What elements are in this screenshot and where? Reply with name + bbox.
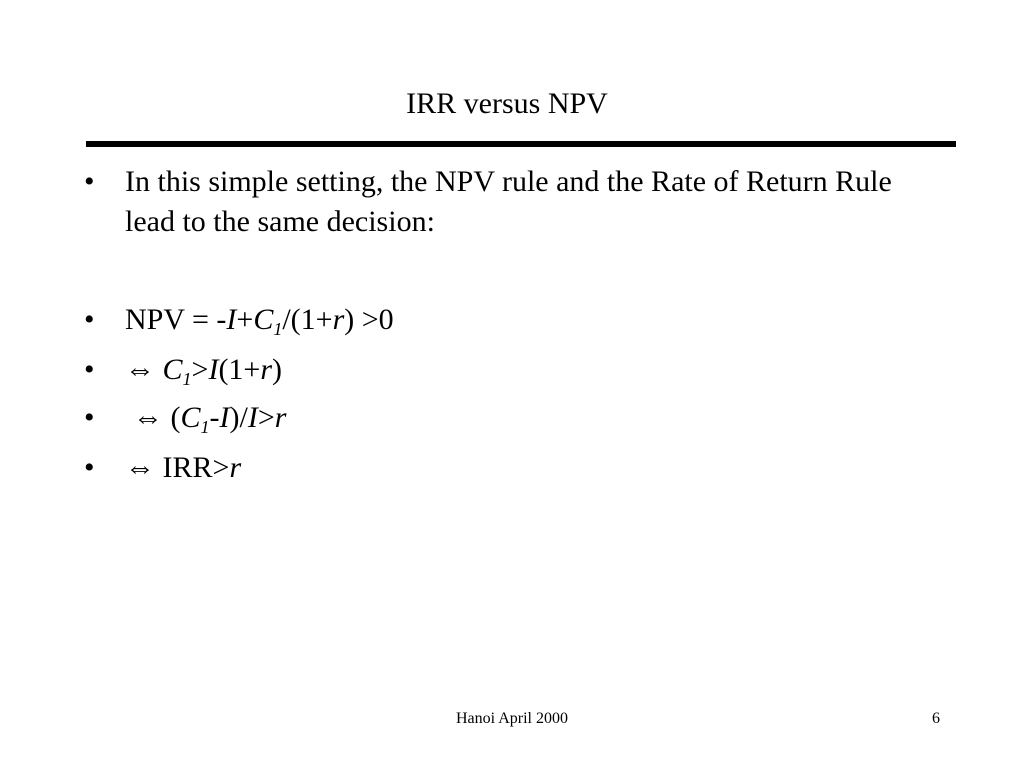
formula-variable: I xyxy=(247,401,258,434)
formula-part: > xyxy=(191,353,209,386)
bullet-item xyxy=(84,300,944,340)
formula-part: )/ xyxy=(229,401,248,434)
formula-variable: I xyxy=(219,401,230,434)
formula-part: (1+ xyxy=(218,353,261,386)
formula-part: /(1+ xyxy=(282,303,333,336)
formula-variable: r xyxy=(274,401,287,434)
formula-part: - xyxy=(209,401,220,434)
formula-variable: r xyxy=(229,451,242,484)
formula-subscript: 1 xyxy=(273,319,283,339)
formula-part: + xyxy=(236,303,254,336)
formula-part: NPV = - xyxy=(125,303,227,336)
formula-part: > xyxy=(257,401,275,434)
formula-part: ⇔ ( xyxy=(133,401,181,434)
bullet-item xyxy=(84,350,944,390)
formula-variable: r xyxy=(332,303,345,336)
bullet-item xyxy=(84,162,944,242)
formula-variable: C xyxy=(162,353,183,386)
formula-subscript: 1 xyxy=(182,369,192,389)
formula-variable: C xyxy=(180,401,201,434)
equivalence-formula xyxy=(133,398,286,438)
formula-variable: r xyxy=(260,353,273,386)
formula-variable: I xyxy=(208,353,219,386)
formula-part: ⇔ IRR> xyxy=(125,451,230,484)
footer-text: Hanoi April 2000 xyxy=(456,710,568,727)
slide-title: IRR versus NPV xyxy=(406,87,608,120)
formula-part: ) xyxy=(272,353,283,386)
formula-subscript: 1 xyxy=(200,417,210,437)
bullet-marker: • xyxy=(84,353,95,386)
bullet-marker: • xyxy=(84,303,95,336)
formula-part: ) >0 xyxy=(344,303,394,336)
bullet-marker: • xyxy=(84,451,95,484)
formula-variable: C xyxy=(253,303,274,336)
page-number: 6 xyxy=(932,710,940,727)
bullet-marker: • xyxy=(84,165,95,198)
title-divider xyxy=(86,141,956,147)
equivalence-formula xyxy=(125,448,241,488)
npv-formula xyxy=(125,300,394,340)
formula-variable: I xyxy=(226,303,237,336)
formula-part: ⇔ xyxy=(125,353,163,386)
bullet-marker: • xyxy=(84,401,95,434)
bullet-text: In this simple setting, the NPV rule and the Rate of Return Rule lead to the same decision: xyxy=(125,165,892,238)
equivalence-formula xyxy=(125,350,282,390)
bullet-item xyxy=(84,448,944,488)
bullet-item xyxy=(84,398,944,438)
